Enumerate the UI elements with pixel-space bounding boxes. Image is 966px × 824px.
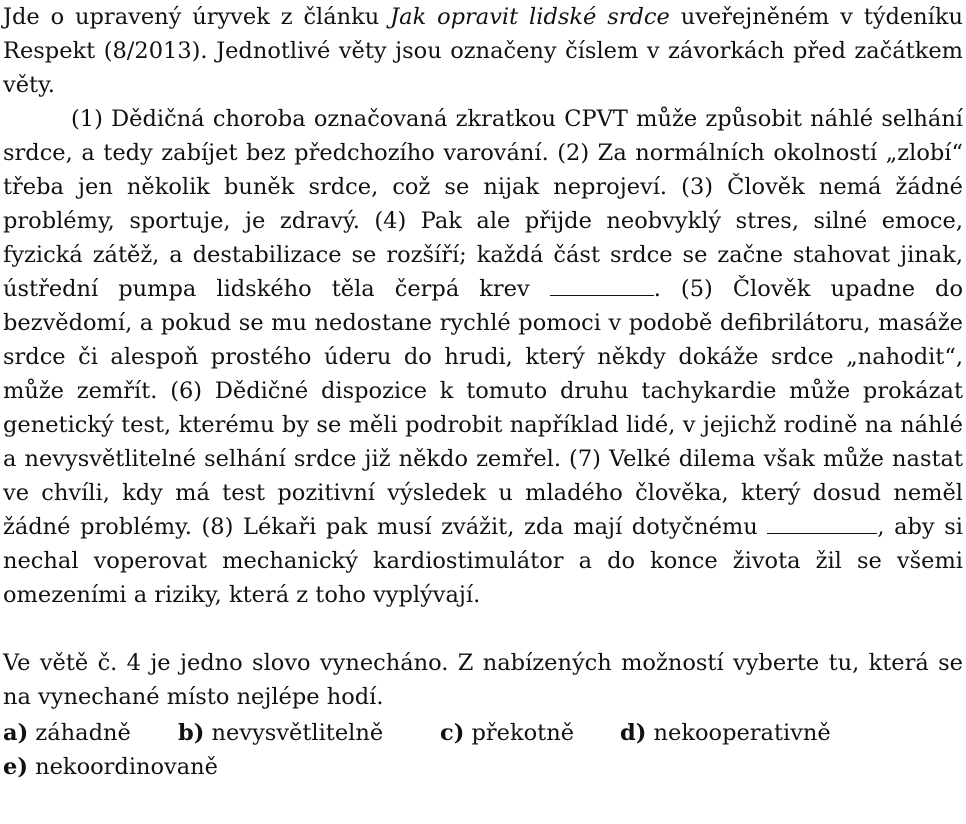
article-part-3: , aby si nechal voperovat mechanický kardiostimulátor a do konce života žil se všemi omezeními a riziky, která z toho vyplývají. [3,514,963,608]
option-text: překotně [471,720,575,746]
option-text: nevysvětlitelně [211,720,384,746]
option-letter: d) [620,720,647,746]
article-part-2: . (5) Člověk upadne do bezvědomí, a pokud se mu nedostane rychlé pomoci v podobě defibrilátoru, masáže srdce či alespoň prostého úderu do hrudi, který někdy dokáže srdce „nahodit“, může zemřít. (6) Dědičné dispozice k tomuto druhu tachykardie může prokázat genetický test, kterému by se měli podrobit například lidé, v jejichž rodině na náhlé a nevysvětlitelné selhání srdce již někdo zemřel. (7) Velké dilema však může nastat ve chvíli, kdy má test pozitivní výsledek u mladého člověka, který dosud neměl žádné problémy. (8) Lékaři pak musí zvážit, zda mají dotyčnému [3,276,964,540]
question-text: Ve větě č. 4 je jedno slovo vynecháno. Z nabízených možností vyberte tu, která se na vynechané místo nejlépe hodí. [3,650,963,710]
blank-gap-2 [767,513,877,534]
option-letter: c) [440,720,465,746]
article-title: Jak opravit lidské srdce [390,4,670,30]
answer-options [3,716,963,784]
intro-after: uveřejněném v týdeníku Respekt (8/2013). Jednotlivé věty jsou označeny číslem v závorkách před začátkem věty. [3,4,963,98]
option-d[interactable] [620,716,920,750]
option-text: nekooperativně [653,720,831,746]
option-letter: b) [178,720,205,746]
option-letter: a) [3,720,29,746]
article-paragraph [3,102,963,612]
blank-gap-1 [550,275,654,296]
option-text: nekoordinovaně [35,754,218,780]
article-part-1: (1) Dědičná choroba označovaná zkratkou CPVT může způsobit náhlé selhání srdce, a tedy zabíjet bez předchozího varování. (2) Za normálních okolností „zlobí“ třeba jen několik buněk srdce, což se nijak neprojeví. (3) Člověk nemá žádné problémy, sportuje, je zdravý. (4) Pak ale přijde neobvyklý stres, silné emoce, fyzická zátěž, a destabilizace se rozšíří; každá část srdce se začne stahovat jinak, ústřední pumpa lidského těla čerpá krev [3,106,963,302]
option-letter: e) [3,754,28,780]
intro-before: Jde o upravený úryvek z článku [3,4,391,30]
option-e[interactable] [3,750,303,784]
option-c[interactable] [440,716,620,750]
option-b[interactable] [178,716,440,750]
intro-paragraph [3,0,963,102]
option-text: záhadně [35,720,131,746]
option-a[interactable] [3,716,178,750]
